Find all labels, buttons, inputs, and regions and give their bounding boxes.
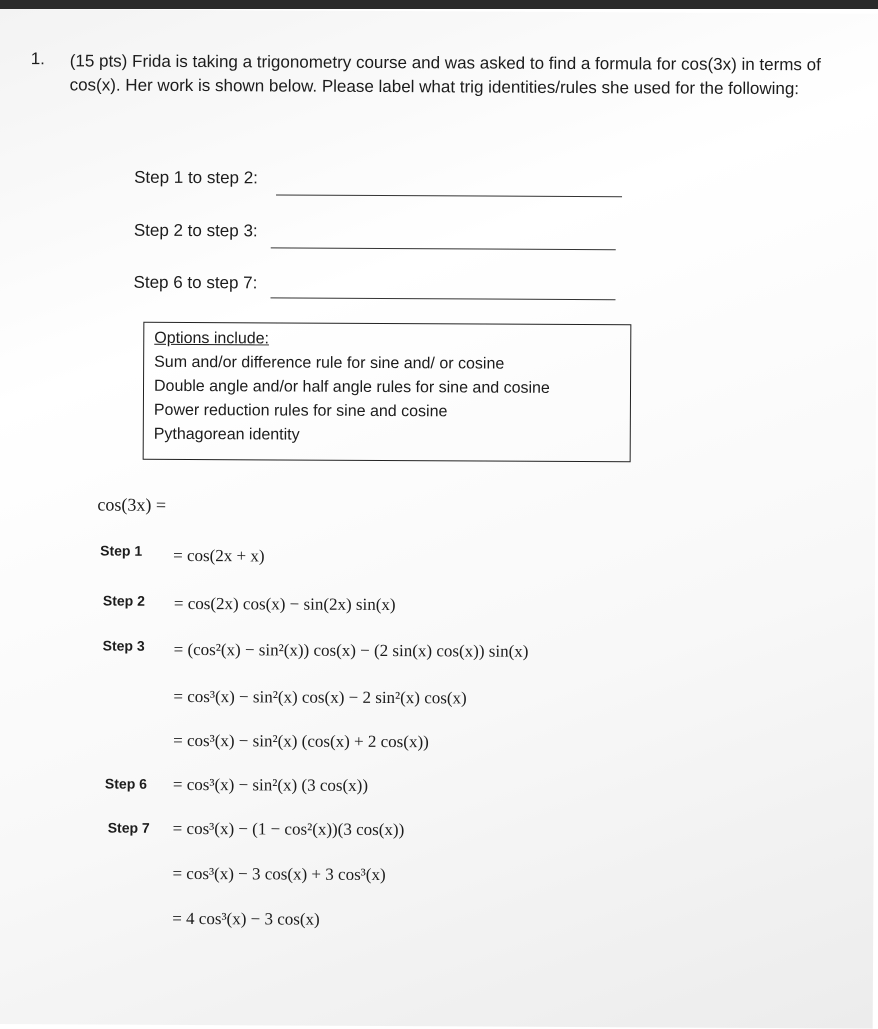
derivation-start: cos(3x) = (97, 494, 167, 515)
derivation-line: = cos(2x + x) (173, 545, 265, 566)
derivation-line: = cos³(x) − sin²(x) cos(x) − 2 sin²(x) cos(x) (173, 686, 467, 708)
monitor-bezel (0, 0, 878, 9)
option-item: Sum and/or difference rule for sine and/ or cosine (154, 353, 505, 373)
derivation-line: = (cos²(x) − sin²(x)) cos(x) − (2 sin(x) cos(x)) sin(x) (173, 639, 529, 661)
derivation-line: = cos(2x) cos(x) − sin(2x) sin(x) (173, 593, 396, 615)
step-tag: Step 2 (102, 592, 145, 609)
derivation-line: = cos³(x) − (1 − cos²(x))(3 cos(x)) (172, 818, 405, 840)
options-box (143, 322, 632, 463)
step-tag: Step 1 (100, 542, 143, 559)
blank-label-step6-to-7: Step 6 to step 7: (133, 272, 258, 293)
option-item: Power reduction rules for sine and cosine (153, 401, 448, 421)
step-tag: Step 7 (107, 819, 150, 836)
blank-label-step2-to-3: Step 2 to step 3: (133, 220, 258, 241)
answer-blank-step2-to-3[interactable] (271, 247, 616, 250)
derivation-final-result: = 4 cos³(x) − 3 cos(x) (172, 908, 320, 929)
step-tag: Step 3 (102, 637, 145, 654)
blank-label-step1-to-2: Step 1 to step 2: (134, 167, 258, 188)
derivation-line: = cos³(x) − 3 cos(x) + 3 cos³(x) (172, 863, 386, 885)
question-number: 1. (30, 49, 45, 69)
options-heading: Options include: (154, 329, 270, 348)
worksheet-page (0, 9, 878, 1029)
answer-blank-step6-to-7[interactable] (270, 297, 615, 300)
derivation-line: = cos³(x) − sin²(x) (cos(x) + 2 cos(x)) (173, 730, 429, 752)
step-tag: Step 6 (104, 775, 148, 792)
question-prompt: (15 pts) Frida is taking a trigonometry course and was asked to find a formula for cos(3x) in terms of cos(x). Her work is shown below. Please label what trig identities/rules she used for the following: (69, 51, 821, 99)
derivation-line: = cos³(x) − sin²(x) (3 cos(x)) (172, 774, 369, 795)
option-item: Pythagorean identity (153, 425, 300, 444)
option-item: Double angle and/or half angle rules for sine and cosine (153, 377, 550, 397)
answer-blank-step1-to-2[interactable] (276, 194, 622, 197)
